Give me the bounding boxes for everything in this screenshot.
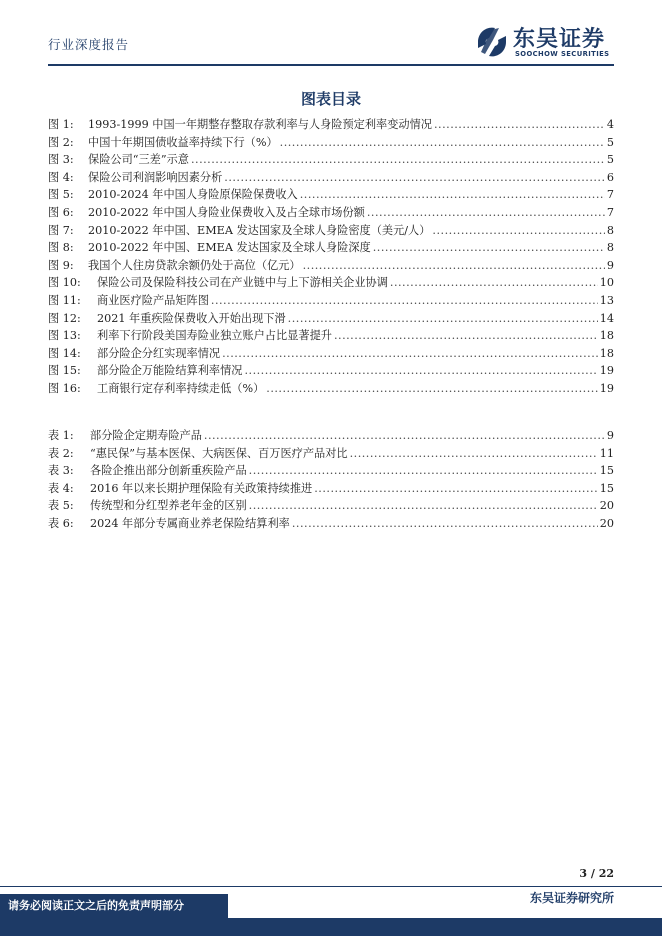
entry-page: 20 [599,499,614,513]
entry-label: 图 14: [48,346,81,360]
leader-dots [249,462,598,480]
toc-entry[interactable] [48,515,614,533]
entry-page: 7 [606,205,614,219]
entry-title: 部分险企万能险结算利率情况 [97,364,243,378]
entry-label: 表 4: [48,481,74,495]
page-current: 3 [579,867,587,880]
entry-page: 13 [599,293,614,307]
report-type: 行业深度报告 [48,37,130,52]
brand-name-en: SOOCHOW SECURITIES [515,50,610,58]
footer-divider [0,886,662,887]
entry-label: 图 9: [48,258,74,272]
leader-dots [432,222,604,240]
toc-entry[interactable] [48,274,614,292]
entry-title: 1993-1999 中国一年期整存整取存款利率与人身险预定利率变动情况 [88,118,432,131]
entry-title: 工商银行定存利率持续走低（%） [97,381,265,395]
toc-entry[interactable] [48,427,614,445]
leader-dots [300,186,605,204]
leader-dots [434,116,605,134]
toc-entry[interactable] [48,292,614,310]
toc-entry[interactable] [48,462,614,480]
leader-dots [222,345,598,363]
entry-label: 图 7: [48,223,74,237]
leader-dots [224,169,605,187]
leader-dots [334,327,598,345]
entry-title: 2021 年重疾险保费收入开始出现下滑 [97,311,286,325]
entry-page: 7 [606,188,614,202]
entry-title: 部分险企定期寿险产品 [90,429,202,442]
leader-dots [373,239,605,257]
toc-entry[interactable] [48,257,614,275]
toc-entry[interactable] [48,151,614,169]
figure-list [48,116,614,398]
entry-page: 10 [599,276,614,290]
entry-title: 部分险企分红实现率情况 [97,346,221,360]
leader-dots [191,151,605,169]
entry-label: 图 1: [48,118,74,131]
entry-page: 8 [606,241,614,255]
entry-title: 2010-2022 年中国、EMEA 发达国家及全球人身险深度 [88,241,371,255]
entry-page: 5 [606,153,614,167]
entry-title: 传统型和分红型养老年金的区别 [90,499,247,513]
leader-dots [266,380,597,398]
leader-dots [244,362,597,380]
entry-page: 19 [599,364,614,378]
brand-logo [475,22,625,62]
entry-label: 表 6: [48,516,74,530]
soochow-logo-icon [475,24,509,60]
toc-entry[interactable] [48,239,614,257]
entry-label: 图 12: [48,311,81,325]
leader-dots [390,274,598,292]
leader-dots [211,292,598,310]
header-divider [48,64,614,66]
entry-page: 9 [606,258,614,272]
entry-title: 保险公司“三差”示意 [88,153,189,167]
entry-title: 2010-2022 年中国、EMEA 发达国家及全球人身险密度（美元/人） [88,223,431,237]
toc-entry[interactable] [48,480,614,498]
entry-label: 图 3: [48,153,74,167]
leader-dots [292,515,598,533]
entry-label: 表 3: [48,464,74,478]
entry-title: “惠民保”与基本医保、大病医保、百万医疗产品对比 [90,446,348,460]
entry-label: 图 2: [48,135,74,149]
entry-page: 8 [606,223,614,237]
page-separator: / [587,867,599,880]
toc-entry[interactable] [48,380,614,398]
entry-page: 11 [599,446,614,460]
page-title: 图表目录 [300,90,361,108]
toc-entry[interactable] [48,345,614,363]
entry-page: 5 [606,135,614,149]
entry-title: 2016 年以来长期护理保险有关政策持续推进 [90,481,313,495]
entry-label: 图 15: [48,364,81,378]
page-total: 22 [598,867,614,880]
entry-label: 图 4: [48,170,74,184]
page-number [579,867,614,880]
entry-title: 2010-2022 年中国人身险业保费收入及占全球市场份额 [88,205,365,219]
leader-dots [314,480,598,498]
entry-label: 图 10: [48,276,81,290]
disclaimer-banner: 请务必阅读正文之后的免责声明部分 [0,894,228,918]
leader-dots [204,427,605,445]
entry-title: 中国十年期国债收益率持续下行（%） [88,135,278,149]
brand-name: 东吴证券 [513,27,606,52]
toc-entry[interactable] [48,310,614,328]
toc-entry[interactable] [48,134,614,152]
entry-page: 18 [599,329,614,343]
entry-title: 2024 年部分专属商业养老保险结算利率 [90,516,290,530]
toc-entry[interactable] [48,445,614,463]
toc-entry[interactable] [48,497,614,515]
toc-entry[interactable] [48,222,614,240]
entry-page: 9 [606,429,614,442]
research-institute: 东吴证券研究所 [529,891,614,905]
entry-page: 6 [606,170,614,184]
toc-entry[interactable] [48,204,614,222]
toc-entry[interactable] [48,116,614,134]
entry-title: 保险公司及保险科技公司在产业链中与上下游相关企业协调 [97,276,388,290]
entry-page: 14 [599,311,614,325]
entry-label: 图 13: [48,329,81,343]
entry-label: 图 11: [48,293,81,307]
entry-label: 表 5: [48,499,74,513]
entry-label: 表 2: [48,446,74,460]
leader-dots [280,134,605,152]
entry-title: 保险公司利润影响因素分析 [88,170,223,184]
entry-page: 15 [599,481,614,495]
entry-page: 20 [599,516,614,530]
entry-title: 商业医疗险产品矩阵图 [97,293,209,307]
entry-title: 2010-2024 年中国人身险原保险保费收入 [88,188,298,202]
entry-title: 我国个人住房贷款余额仍处于高位（亿元） [88,258,301,272]
entry-page: 19 [599,381,614,395]
toc-entry[interactable] [48,169,614,187]
entry-page: 18 [599,346,614,360]
entry-title: 利率下行阶段美国寿险业独立账户占比显著提升 [97,329,332,343]
entry-page: 15 [599,464,614,478]
entry-label: 图 6: [48,205,74,219]
table-list [48,427,614,533]
leader-dots [350,445,598,463]
entry-label: 图 8: [48,241,74,255]
entry-title: 各险企推出部分创新重疾险产品 [90,464,247,478]
toc-entry[interactable] [48,186,614,204]
entry-label: 图 16: [48,381,81,395]
footer-bar [0,918,662,936]
entry-label: 图 5: [48,188,74,202]
entry-page: 4 [606,118,614,131]
leader-dots [288,310,598,328]
toc-entry[interactable] [48,362,614,380]
toc-entry[interactable] [48,327,614,345]
leader-dots [367,204,605,222]
leader-dots [303,257,605,275]
leader-dots [249,497,598,515]
entry-label: 表 1: [48,429,74,442]
